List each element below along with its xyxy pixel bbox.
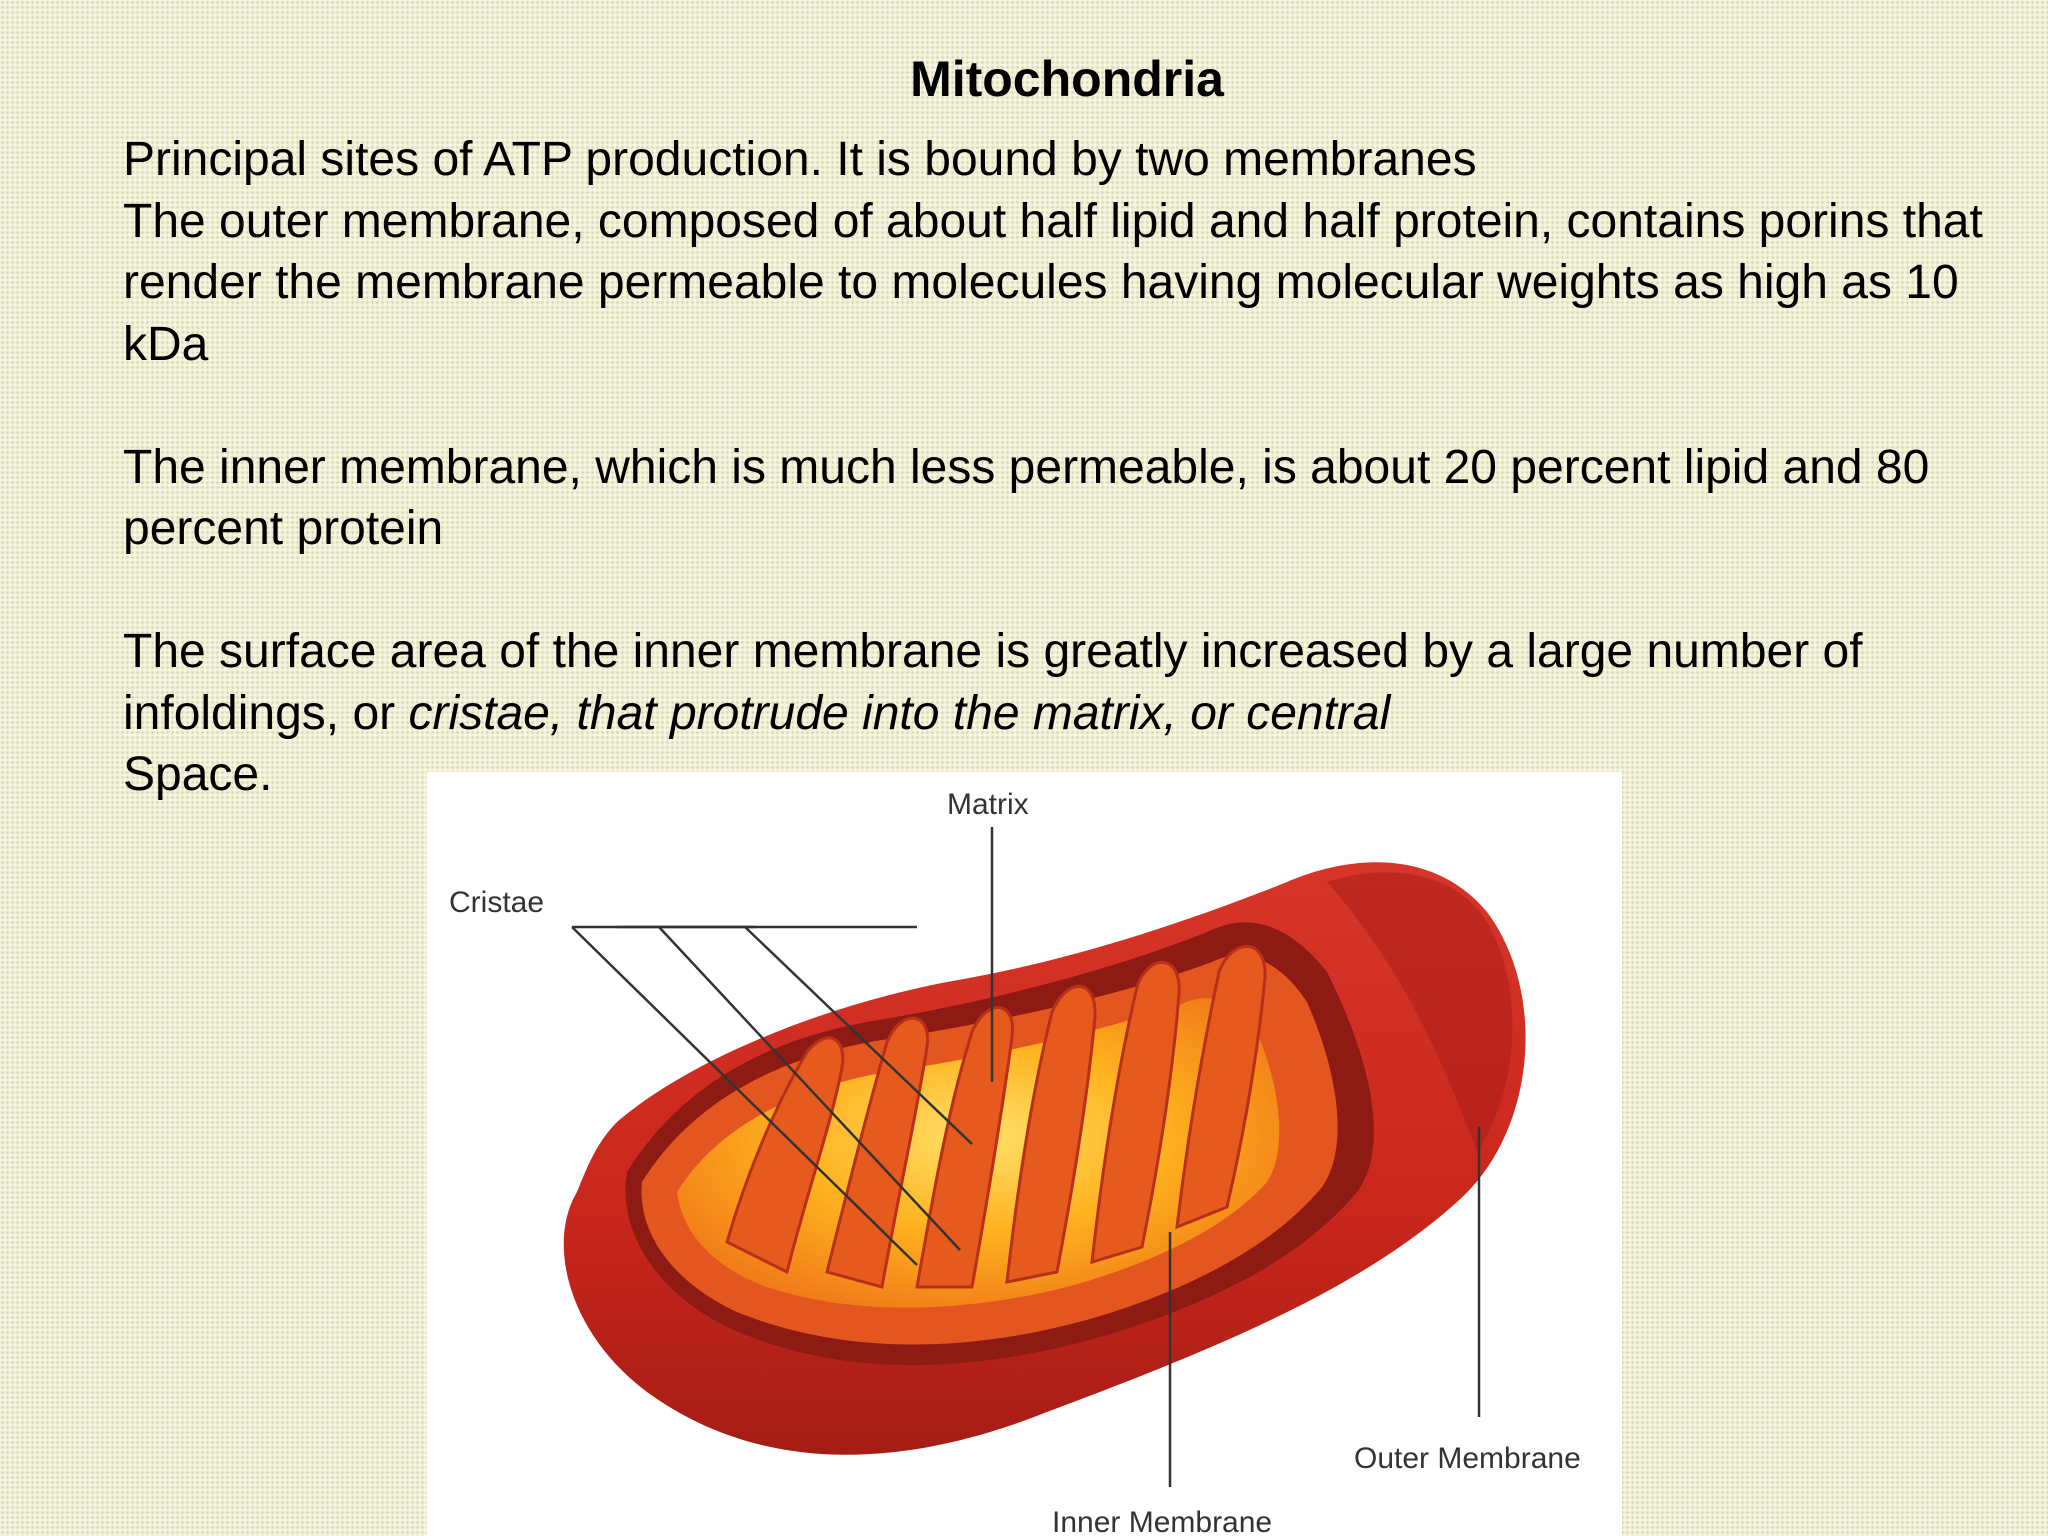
label-outer-membrane: Outer Membrane <box>1354 1442 1581 1475</box>
mitochondrion-figure <box>427 772 1622 1536</box>
paragraph-outer-membrane: The outer membrane, composed of about half lipid and half protein, contains porins that render the membrane permeable to molecules having molecular weights as high as 10 kDa <box>123 194 1983 371</box>
mitochondrion-diagram <box>427 772 1622 1536</box>
body-text <box>123 129 2003 806</box>
paragraph-inner-membrane: The inner membrane, which is much less permeable, is about 20 percent lipid and 80 percent protein <box>123 440 1930 555</box>
label-inner-membrane: Inner Membrane <box>1052 1506 1273 1536</box>
label-cristae: Cristae <box>449 886 545 919</box>
slide-title: Mitochondria <box>910 51 1224 107</box>
cristae-text-normal: The surface area of the inner membrane is greatly increased by a large number of infoldings, or <box>123 625 1863 740</box>
paragraph-atp: Principal sites of ATP production. It is bound by two membranes <box>123 133 1477 186</box>
label-matrix: Matrix <box>947 788 1029 821</box>
cristae-text-italic: cristae, that protrude into the matrix, or central <box>408 686 1391 740</box>
cristae-text-end: Space. <box>123 748 273 801</box>
